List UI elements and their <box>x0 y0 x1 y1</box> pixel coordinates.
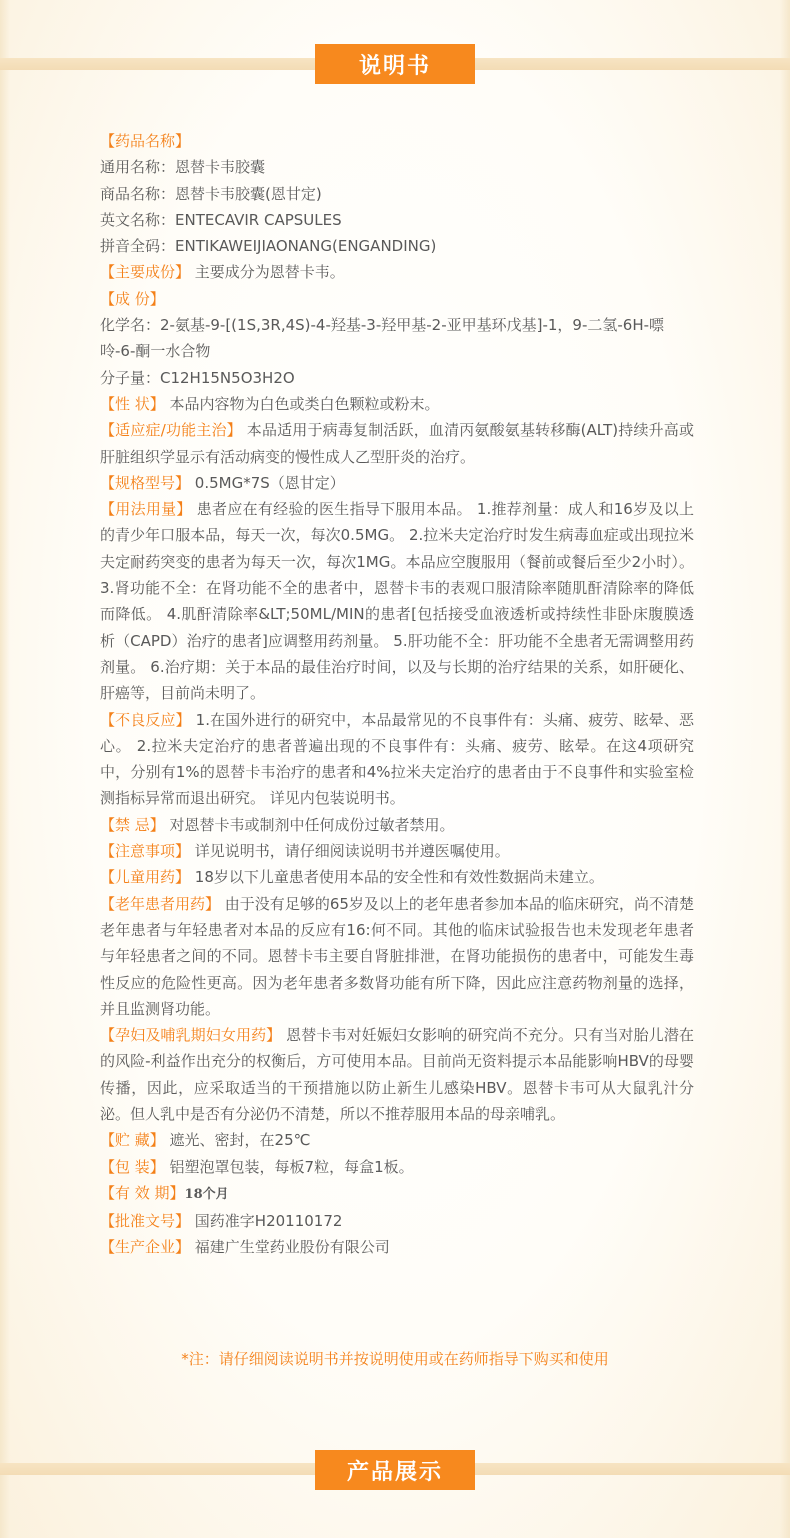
instruction-paragraph <box>100 496 699 706</box>
field-label: 【儿童用药】 <box>100 868 191 887</box>
instruction-paragraph <box>100 312 694 365</box>
field-label: 【成 份】 <box>100 289 165 308</box>
field-label: 【用法用量】 <box>100 500 192 519</box>
instruction-paragraph <box>100 181 694 207</box>
field-value: 英文名称：ENTECAVIR CAPSULES <box>100 210 342 229</box>
right-edge-decoration <box>780 0 790 1538</box>
field-label: 【不良反应】 <box>100 710 191 729</box>
field-value: 18个月 <box>184 1186 229 1202</box>
instruction-paragraph <box>100 1234 694 1260</box>
field-value: 恩替卡韦对妊娠妇女影响的研究尚不充分。只有当对胎儿潜在的风险-利益作出充分的权衡后，方可使用本品。目前尚无资料提示本品能影响HBV的母婴传播，因此，应采取适当的干预措施以防止新生儿感染HBV。恩替卡韦可从大鼠乳汁分泌。但人乳中是否有分泌仍不清楚，所以不推荐服用本品的母亲哺乳。 <box>100 1026 694 1123</box>
field-label: 【贮 藏】 <box>100 1131 165 1150</box>
field-label: 【适应症/功能主治】 <box>100 421 242 440</box>
instruction-paragraph <box>100 154 694 180</box>
field-label: 【规格型号】 <box>100 473 191 492</box>
instruction-paragraph <box>100 259 694 285</box>
field-value: 0.5MG*7S（恩甘定） <box>190 473 345 492</box>
field-value: 本品内容物为白色或类白色颗粒或粉末。 <box>164 394 440 413</box>
field-value: 遮光、密封，在25℃ <box>164 1131 311 1150</box>
instruction-paragraph <box>100 207 694 233</box>
field-value: 通用名称：恩替卡韦胶囊 <box>100 158 266 177</box>
field-value: 本品适用于病毒复制活跃，血清丙氨酸氨基转移酶(ALT)持续升高或肝脏组织学显示有活动病变的慢性成人乙型肝炎的治疗。 <box>100 421 694 466</box>
field-label: 【批准文号】 <box>100 1212 191 1231</box>
instruction-paragraph <box>100 365 694 391</box>
field-label: 【有 效 期】 <box>100 1183 185 1202</box>
instruction-paragraph <box>100 707 694 812</box>
instruction-paragraph <box>100 1127 694 1153</box>
section-title-instructions: 说明书 <box>315 44 475 84</box>
field-label: 【老年患者用药】 <box>100 894 221 913</box>
field-value: 铝塑泡罩包装，每板7粒，每盒1板。 <box>164 1157 414 1176</box>
field-label: 【禁 忌】 <box>100 815 165 834</box>
field-label: 【性 状】 <box>100 394 165 413</box>
field-label: 【注意事项】 <box>100 842 191 861</box>
field-value: 对恩替卡韦或制剂中任何成份过敏者禁用。 <box>164 815 455 834</box>
instruction-paragraph <box>100 864 694 890</box>
field-value: 分子量：C12H15N5O3H2O <box>100 368 295 387</box>
instruction-paragraph <box>100 417 694 470</box>
field-value: 由于没有足够的65岁及以上的老年患者参加本品的临床研究，尚不清楚老年患者与年轻患者对本品的反应有16:何不同。其他的临床试验报告也未发现老年患者与年轻患者之间的不同。恩替卡韦主要自肾脏排泄，在肾功能损伤的患者中，可能发生毒性反应的危险性更高。因为老年患者多数肾功能有所下降，因此应注意药物剂量的选择，并且监测肾功能。 <box>100 894 694 1018</box>
instruction-paragraph <box>100 1180 694 1208</box>
field-value: 拼音全码：ENTIKAWEIJIAONANG(ENGANDING) <box>100 237 437 256</box>
instruction-paragraph <box>100 128 694 154</box>
field-value: 主要成分为恩替卡韦。 <box>190 263 345 282</box>
field-value: 患者应在有经验的医生指导下服用本品。 1.推荐剂量：成人和16岁及以上的青少年口服本品，每天一次，每次0.5MG。 2.拉米夫定治疗时发生病毒血症或出现拉米夫定耐药突变的患者为每天一次，每次1MG。本品应空腹服用（餐前或餐后至少2小时）。 3.肾功能不全：在肾功能不全的患者中，恩替卡韦的表观口服清除率随肌酐清除率的降低而降低。 4.肌酐清除率&LT;50ML/MIN的患者[包括接受血液透析或持续性非卧床腹膜透析（CAPD）治疗的患者]应调整用药剂量。 5.肝功能不全：肝功能不全患者无需调整用药剂量。 6.治疗期：关于本品的最佳治疗时间，以及与长期的治疗结果的关系，如肝硬化、肝癌等，目前尚未明了。 <box>100 500 699 703</box>
field-value: 1.在国外进行的研究中，本品最常见的不良事件有：头痛、疲劳、眩晕、恶心。 2.拉米夫定治疗的患者普遍出现的不良事件有：头痛、疲劳、眩晕。在这4项研究中，分别有1%的恩替卡韦治疗的患者和4%拉米夫定治疗的患者由于不良事件和实验室检测指标异常而退出研究。 详见内包装说明书。 <box>100 710 694 808</box>
field-value: 18岁以下儿童患者使用本品的安全性和有效性数据尚未建立。 <box>190 868 604 887</box>
instruction-paragraph <box>100 1022 694 1127</box>
field-value: 福建广生堂药业股份有限公司 <box>190 1238 390 1257</box>
instruction-paragraph <box>100 1154 694 1180</box>
footnote: *注：请仔细阅读说明书并按说明使用或在药师指导下购买和使用 <box>181 1350 609 1368</box>
field-label: 【孕妇及哺乳期妇女用药】 <box>100 1026 282 1045</box>
field-label: 【主要成份】 <box>100 263 191 282</box>
instruction-paragraph <box>100 1208 694 1234</box>
field-label: 【生产企业】 <box>100 1238 191 1257</box>
instruction-paragraph <box>100 391 694 417</box>
instruction-paragraph <box>100 838 694 864</box>
instruction-paragraph <box>100 233 694 259</box>
field-value: 详见说明书，请仔细阅读说明书并遵医嘱使用。 <box>190 842 510 861</box>
field-label: 【包 装】 <box>100 1157 165 1176</box>
instruction-paragraph <box>100 470 694 496</box>
instruction-paragraph <box>100 891 694 1022</box>
field-value: 化学名：2-氨基-9-[(1S,3R,4S)-4-羟基-3-羟甲基-2-亚甲基环戊基]-1，9-二氢-6H-嘌呤-6-酮一水合物 <box>100 316 665 361</box>
instruction-paragraph <box>100 812 694 838</box>
section-title-product-display: 产品展示 <box>315 1450 475 1490</box>
instructions-content <box>100 128 699 1261</box>
left-edge-decoration <box>0 0 10 1538</box>
field-label: 【药品名称】 <box>100 132 191 150</box>
instruction-paragraph <box>100 286 694 312</box>
field-value: 国药准字H20110172 <box>190 1212 343 1231</box>
field-value: 商品名称：恩替卡韦胶囊(恩甘定) <box>100 184 322 203</box>
